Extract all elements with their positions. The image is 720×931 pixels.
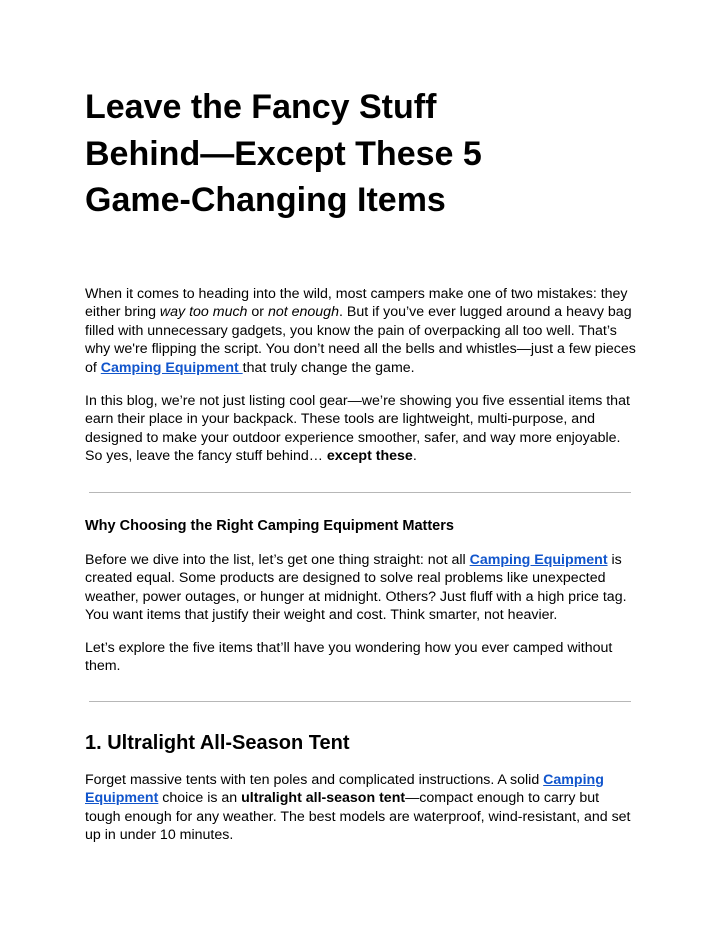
title-line-3: Game-Changing Items	[85, 181, 446, 219]
intro-p1-text-b: or	[247, 304, 268, 321]
title-line-2: Behind—Except These 5	[85, 134, 482, 173]
intro-p1-text-d: that truly change the game.	[242, 359, 415, 376]
why-paragraph-2: Let’s explore the five items that’ll have you wondering how you ever camped without them.	[85, 640, 613, 675]
intro-p1-text-a: When it comes to heading into the wild, most campers make one of two mistakes: they either bring	[85, 286, 628, 321]
item1-text-c: —compact enough to carry but tough enough for any weather. The best models are waterproof, wind-resistant, and set up in under 10 minutes.	[85, 790, 631, 844]
intro-p2-strong: except these	[326, 448, 413, 465]
camping-equipment-link[interactable]: Camping Equipment	[469, 552, 608, 568]
why-p1-text-a: Before we dive into the list, let’s get one thing straight: not all	[85, 552, 470, 568]
item1-heading: 1. Ultralight All-Season Tent	[85, 732, 350, 754]
intro-p2-text-a: In this blog, we’re not just listing cool gear—we’re showing you five essential items that earn their place in your backpack. These tools are lightweight, multi-purpose, and designed to make your outdoor experience smoother, safer, and way more enjoyable. So yes, leave the fancy stuff behind…	[85, 393, 630, 465]
intro-p1-text-c: . But if you’ve ever lugged around a heavy bag filled with unnecessary gadgets, you know the pain of overpacking all too well. That’s why we're flipping the script. You don’t need all the bells and whistles—just a few pieces of	[85, 304, 636, 376]
item1-strong: ultralight all-season tent	[241, 790, 406, 807]
intro-paragraph-2	[85, 392, 637, 466]
page-title	[85, 84, 635, 224]
title-line-1: Leave the Fancy Stuff	[85, 88, 437, 126]
horizontal-divider-1	[89, 492, 631, 493]
why-p1-text-b: is created equal. Some products are designed to solve real problems like unexpected weather, power outages, or hunger at midnight. Others? Just fluff with a high price tag. You want items that justify their weight and cost. Think smarter, not heavier.	[85, 552, 627, 624]
horizontal-divider-2	[89, 701, 631, 702]
intro-paragraph-1	[85, 285, 637, 377]
item1-text-a: Forget massive tents with ten poles and complicated instructions. A solid	[85, 772, 544, 788]
item1-text-b: choice is an	[158, 790, 242, 807]
camping-equipment-link[interactable]: Camping Equipment	[100, 359, 243, 376]
intro-p1-emphasis-2: not enough	[267, 304, 339, 321]
intro-p1-emphasis-1: way too much	[159, 304, 248, 321]
item1-paragraph	[85, 771, 637, 845]
camping-equipment-link[interactable]: Camping Equipment	[85, 772, 604, 807]
intro-p2-text-b: .	[412, 448, 417, 465]
why-heading: Why Choosing the Right Camping Equipment Matters	[85, 518, 454, 534]
why-paragraph-1	[85, 551, 637, 625]
